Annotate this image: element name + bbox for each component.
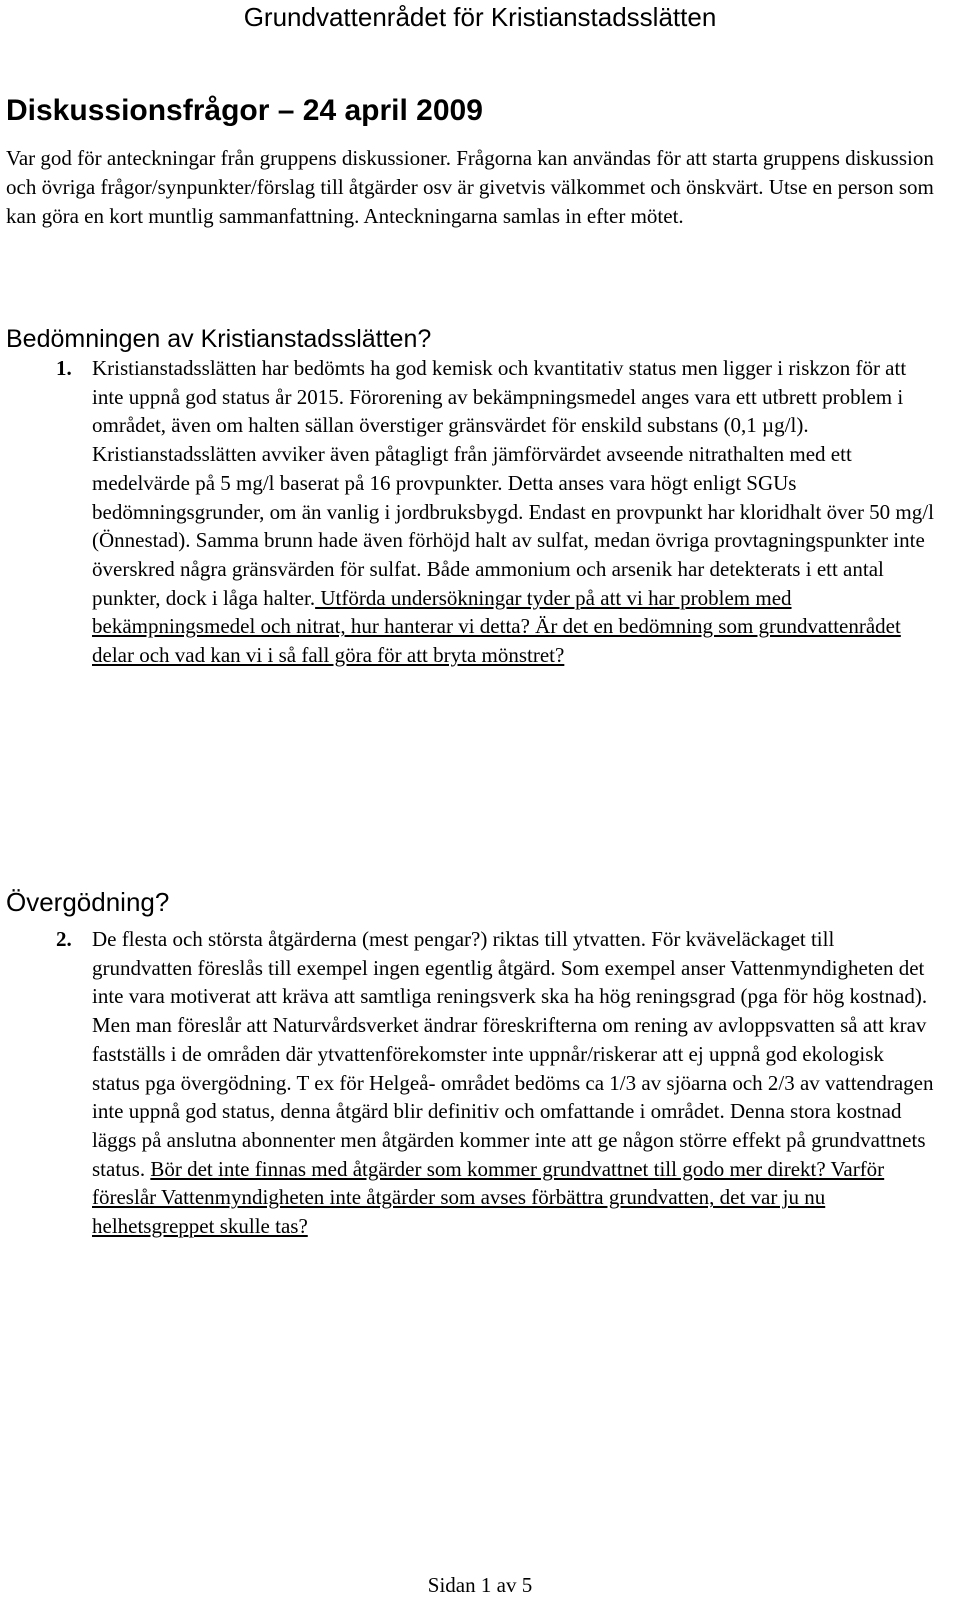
section-heading-eutrophication: Övergödning? xyxy=(6,887,170,917)
page-header: Grundvattenrådet för Kristianstadsslätten xyxy=(243,2,717,32)
intro-paragraph: Var god för anteckningar från gruppens diskussioner. Frågorna kan användas för att starta gruppens diskussion och övriga frågor/synpunkter/förslag till åtgärder osv är givetvis välkommet och önskvärt. Utse en person som kan göra en kort muntlig sammanfattning. Anteckningarna samlas in efter mötet. xyxy=(6,146,934,228)
question-item-2 xyxy=(56,925,936,1241)
page-footer: Sidan 1 av 5 xyxy=(427,1573,533,1597)
discussion-question: Bör det inte finnas med åtgärder som kommer grundvattnet till godo mer direkt? Varför föreslår Vattenmyndigheten inte åtgärder som avses förbättra grundvatten, det var ju nu helhetsgreppet skulle tas? xyxy=(92,1156,885,1239)
item-body xyxy=(92,354,936,670)
item-text: Kristianstadsslätten har bedömts ha god kemisk och kvantitativ status men ligger i riskzon för att inte uppnå god status år 2015. Förorening av bekämpningsmedel anges vara ett utbrett problem i området, även om halten sällan överstiger gränsvärdet för enskild substans (0,1 µg/l). Kristianstadsslätten avviker även påtagligt från jämförvärdet avseende nitrathalten med ett medelvärde på 5 mg/l baserat på 16 provpunkter. Detta anses vara högt enligt SGUs bedömningsgrunder, om än vanlig i jordbruksbygd. Endast en provpunkt har kloridhalt över 50 mg/l (Önnestad). Samma brunn hade även förhöjd halt av sulfat, medan övriga provtagningspunkter inte överskred några gränsvärden för sulfat. Både ammonium och arsenik har detekterats i ett antal punkter, dock i låga halter. xyxy=(92,356,934,610)
discussion-question: Utförda undersökningar tyder på att vi har problem med bekämpningsmedel och nitrat, hur hanterar vi detta? Är det en bedömning som grundvattenrådet delar och vad kan vi i så fall göra för att bryta mönstret? xyxy=(92,585,901,668)
item-text: De flesta och största åtgärderna (mest pengar?) riktas till ytvatten. För kväveläckaget till grundvatten föreslås till exempel ingen egentlig åtgärd. Som exempel anser Vattenmyndigheten det inte vara motiverat att kräva att samtliga reningsverk ska ha hög reningsgrad (pga för hög kostnad). Men man föreslår att Naturvårdsverket ändrar föreskrifterna om rening av avloppsvatten så att krav fastställs i de områden där ytvattenförekomster inte uppnår/riskerar att ej uppnå god ekologisk status pga övergödning. T ex för Helgeå- området bedöms ca 1/3 av sjöarna och 2/3 av vattendragen inte uppnå god status, denna åtgärd blir definitiv och omfattande i området. Denna stora kostnad läggs på anslutna abonnenter men åtgärden kommer inte att ge någon större effekt på grundvattnets status. xyxy=(92,927,934,1181)
item-number: 2. xyxy=(56,927,72,951)
item-body xyxy=(92,925,936,1241)
item-number: 1. xyxy=(56,356,72,380)
page-title: Diskussionsfrågor – 24 april 2009 xyxy=(6,94,483,127)
section-heading-assessment: Bedömningen av Kristianstadsslätten? xyxy=(6,325,432,353)
question-item-1 xyxy=(56,354,936,670)
